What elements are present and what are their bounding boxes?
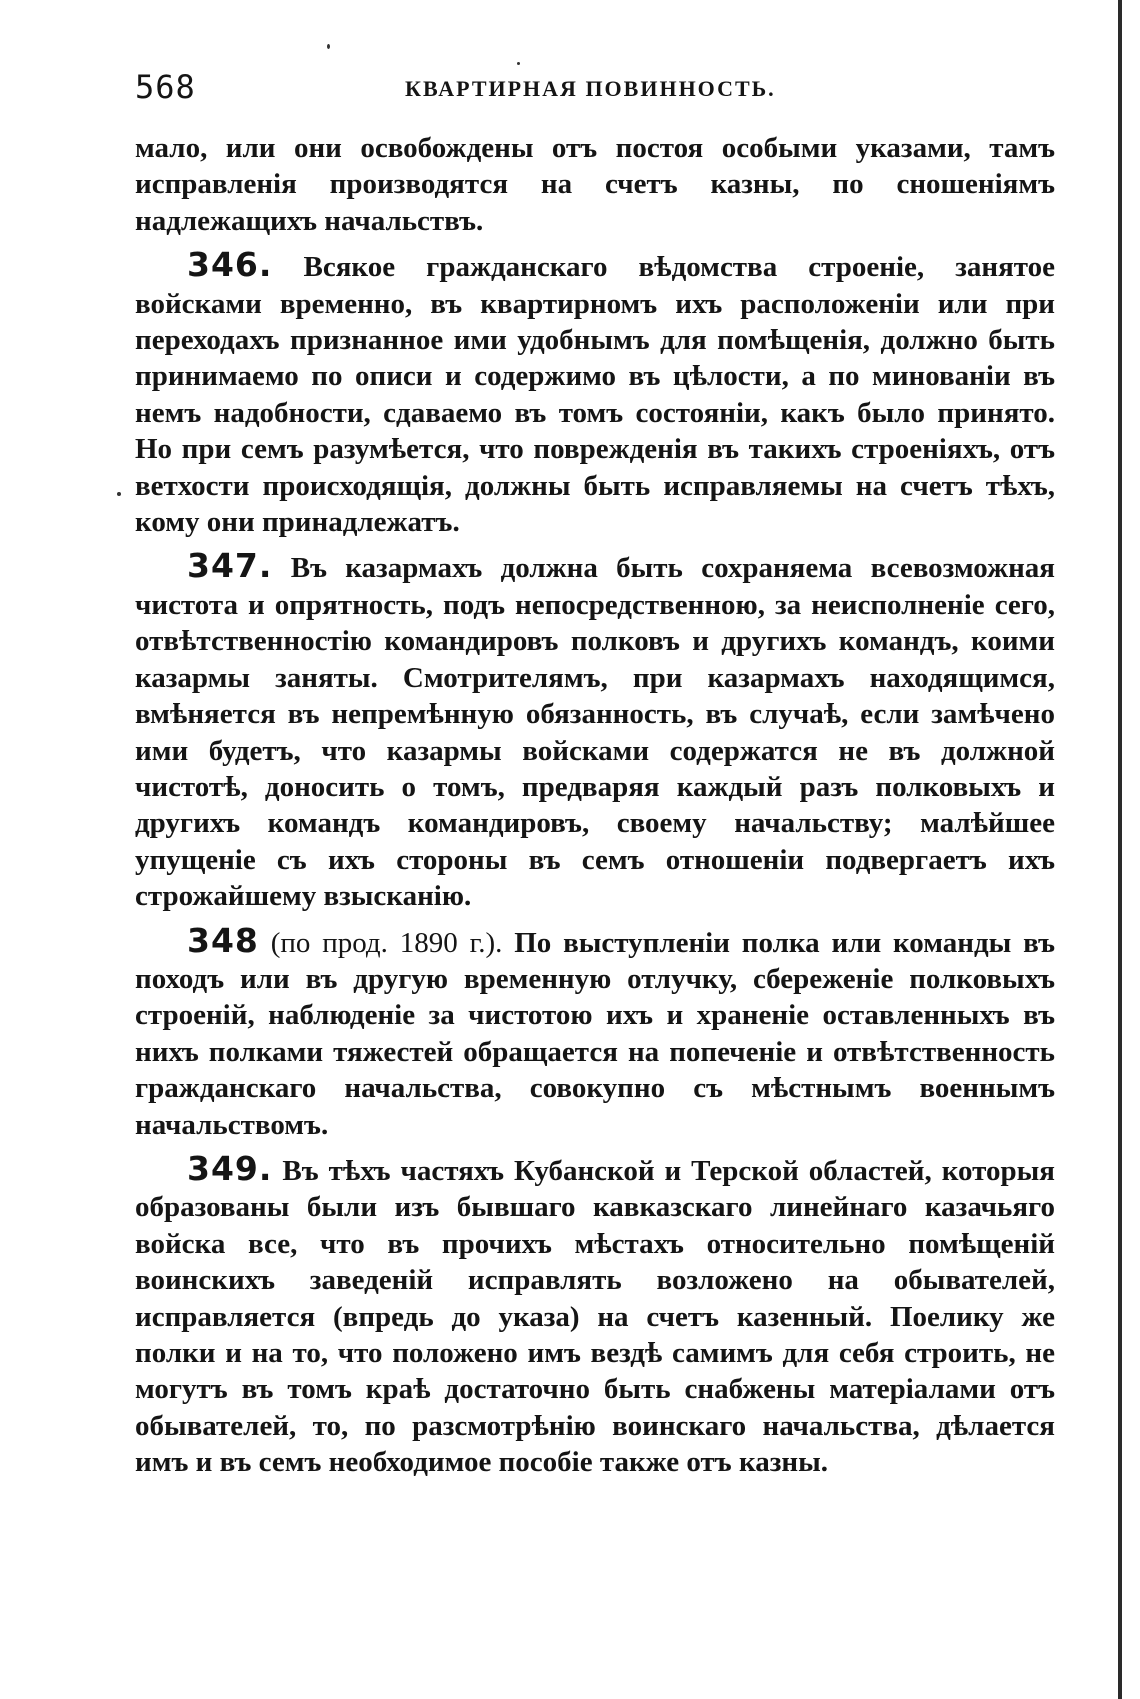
page-edge-rule [1118, 0, 1122, 1699]
article-number: 349. [187, 1148, 273, 1188]
article-348 [135, 920, 1055, 1143]
article-number: 346. [187, 245, 273, 285]
intro-paragraph [135, 130, 1055, 239]
intro-text: мало, или они освобождены отъ постоя особыми указами, тамъ исправленія производятся на счетъ казны, по сношеніямъ надлежащихъ начальствъ. [135, 132, 1055, 237]
article-text: Всякое гражданскаго вѣдомства строеніе, занятое войсками временно, въ квартирномъ ихъ расположеніи или при переходахъ признанное ими удобнымъ для помѣщенія, должно быть принимаемо по описи и содержимо въ цѣлости, а по минованіи въ немъ надобности, сдаваемо въ томъ состояніи, какъ было принято. Но при семъ разумѣется, что поврежденія въ такихъ строеніяхъ, отъ ветхости происходящія, должны быть исправляемы на счетъ тѣхъ, кому они принадлежатъ. [135, 251, 1055, 539]
article-note: (по прод. 1890 г.). [270, 926, 503, 959]
page-header [135, 62, 1055, 112]
article-347 [135, 548, 1055, 914]
article-346 [135, 247, 1055, 540]
page-body [135, 130, 1055, 1489]
article-number: 348 [187, 920, 259, 960]
print-speck [327, 44, 330, 49]
running-title: КВАРТИРНАЯ ПОВИННОСТЬ. [405, 76, 776, 101]
print-speck [117, 492, 121, 496]
article-text: По выступленіи полка или команды въ походъ или въ другую временную отлучку, сбереженіе полковыхъ строеній, наблюденіе за чистотою ихъ и храненіе оставленныхъ въ нихъ полками тяжестей обращается на попеченіе и отвѣтственность гражданскаго начальства, совокупно съ мѣстнымъ военнымъ начальствомъ. [135, 926, 1055, 1141]
article-text: Въ казармахъ должна быть сохраняема всевозможная чистота и опрятность, подъ непосредственною, за неисполненіе сего, отвѣтственностію командировъ полковъ и другихъ командъ, коими казармы заняты. Смотрителямъ, при казармахъ находящимся, вмѣняется въ непремѣнную обязанность, въ случаѣ, если замѣчено ими будетъ, что казармы войсками содержатся не въ должной чистотѣ, доносить о томъ, предваряя каждый разъ полковыхъ и другихъ командъ командировъ, своему начальству; малѣйшее упущеніе съ ихъ стороны въ семъ отношеніи подвергаетъ ихъ строжайшему взысканію. [135, 552, 1055, 913]
page-number: 568 [135, 68, 196, 106]
article-text: Въ тѣхъ частяхъ Кубанской и Терской областей, которыя образованы были изъ бывшаго кавказскаго линейнаго казачьяго войска все, что въ прочихъ мѣстахъ относительно помѣщеній воинскихъ заведеній исправлять возложено на обывателей, исправляется (впредь до указа) на счетъ казенный. Поелику же полки и на то, что положено имъ вездѣ самимъ для себя строить, не могутъ въ томъ краѣ достаточно быть снабжены матеріалами отъ обывателей, то, по разсмотрѣнію воинскаго начальства, дѣлается имъ и въ семъ необходимое пособіе также отъ казны. [135, 1154, 1055, 1479]
article-349 [135, 1148, 1055, 1481]
article-number: 347. [187, 546, 273, 586]
